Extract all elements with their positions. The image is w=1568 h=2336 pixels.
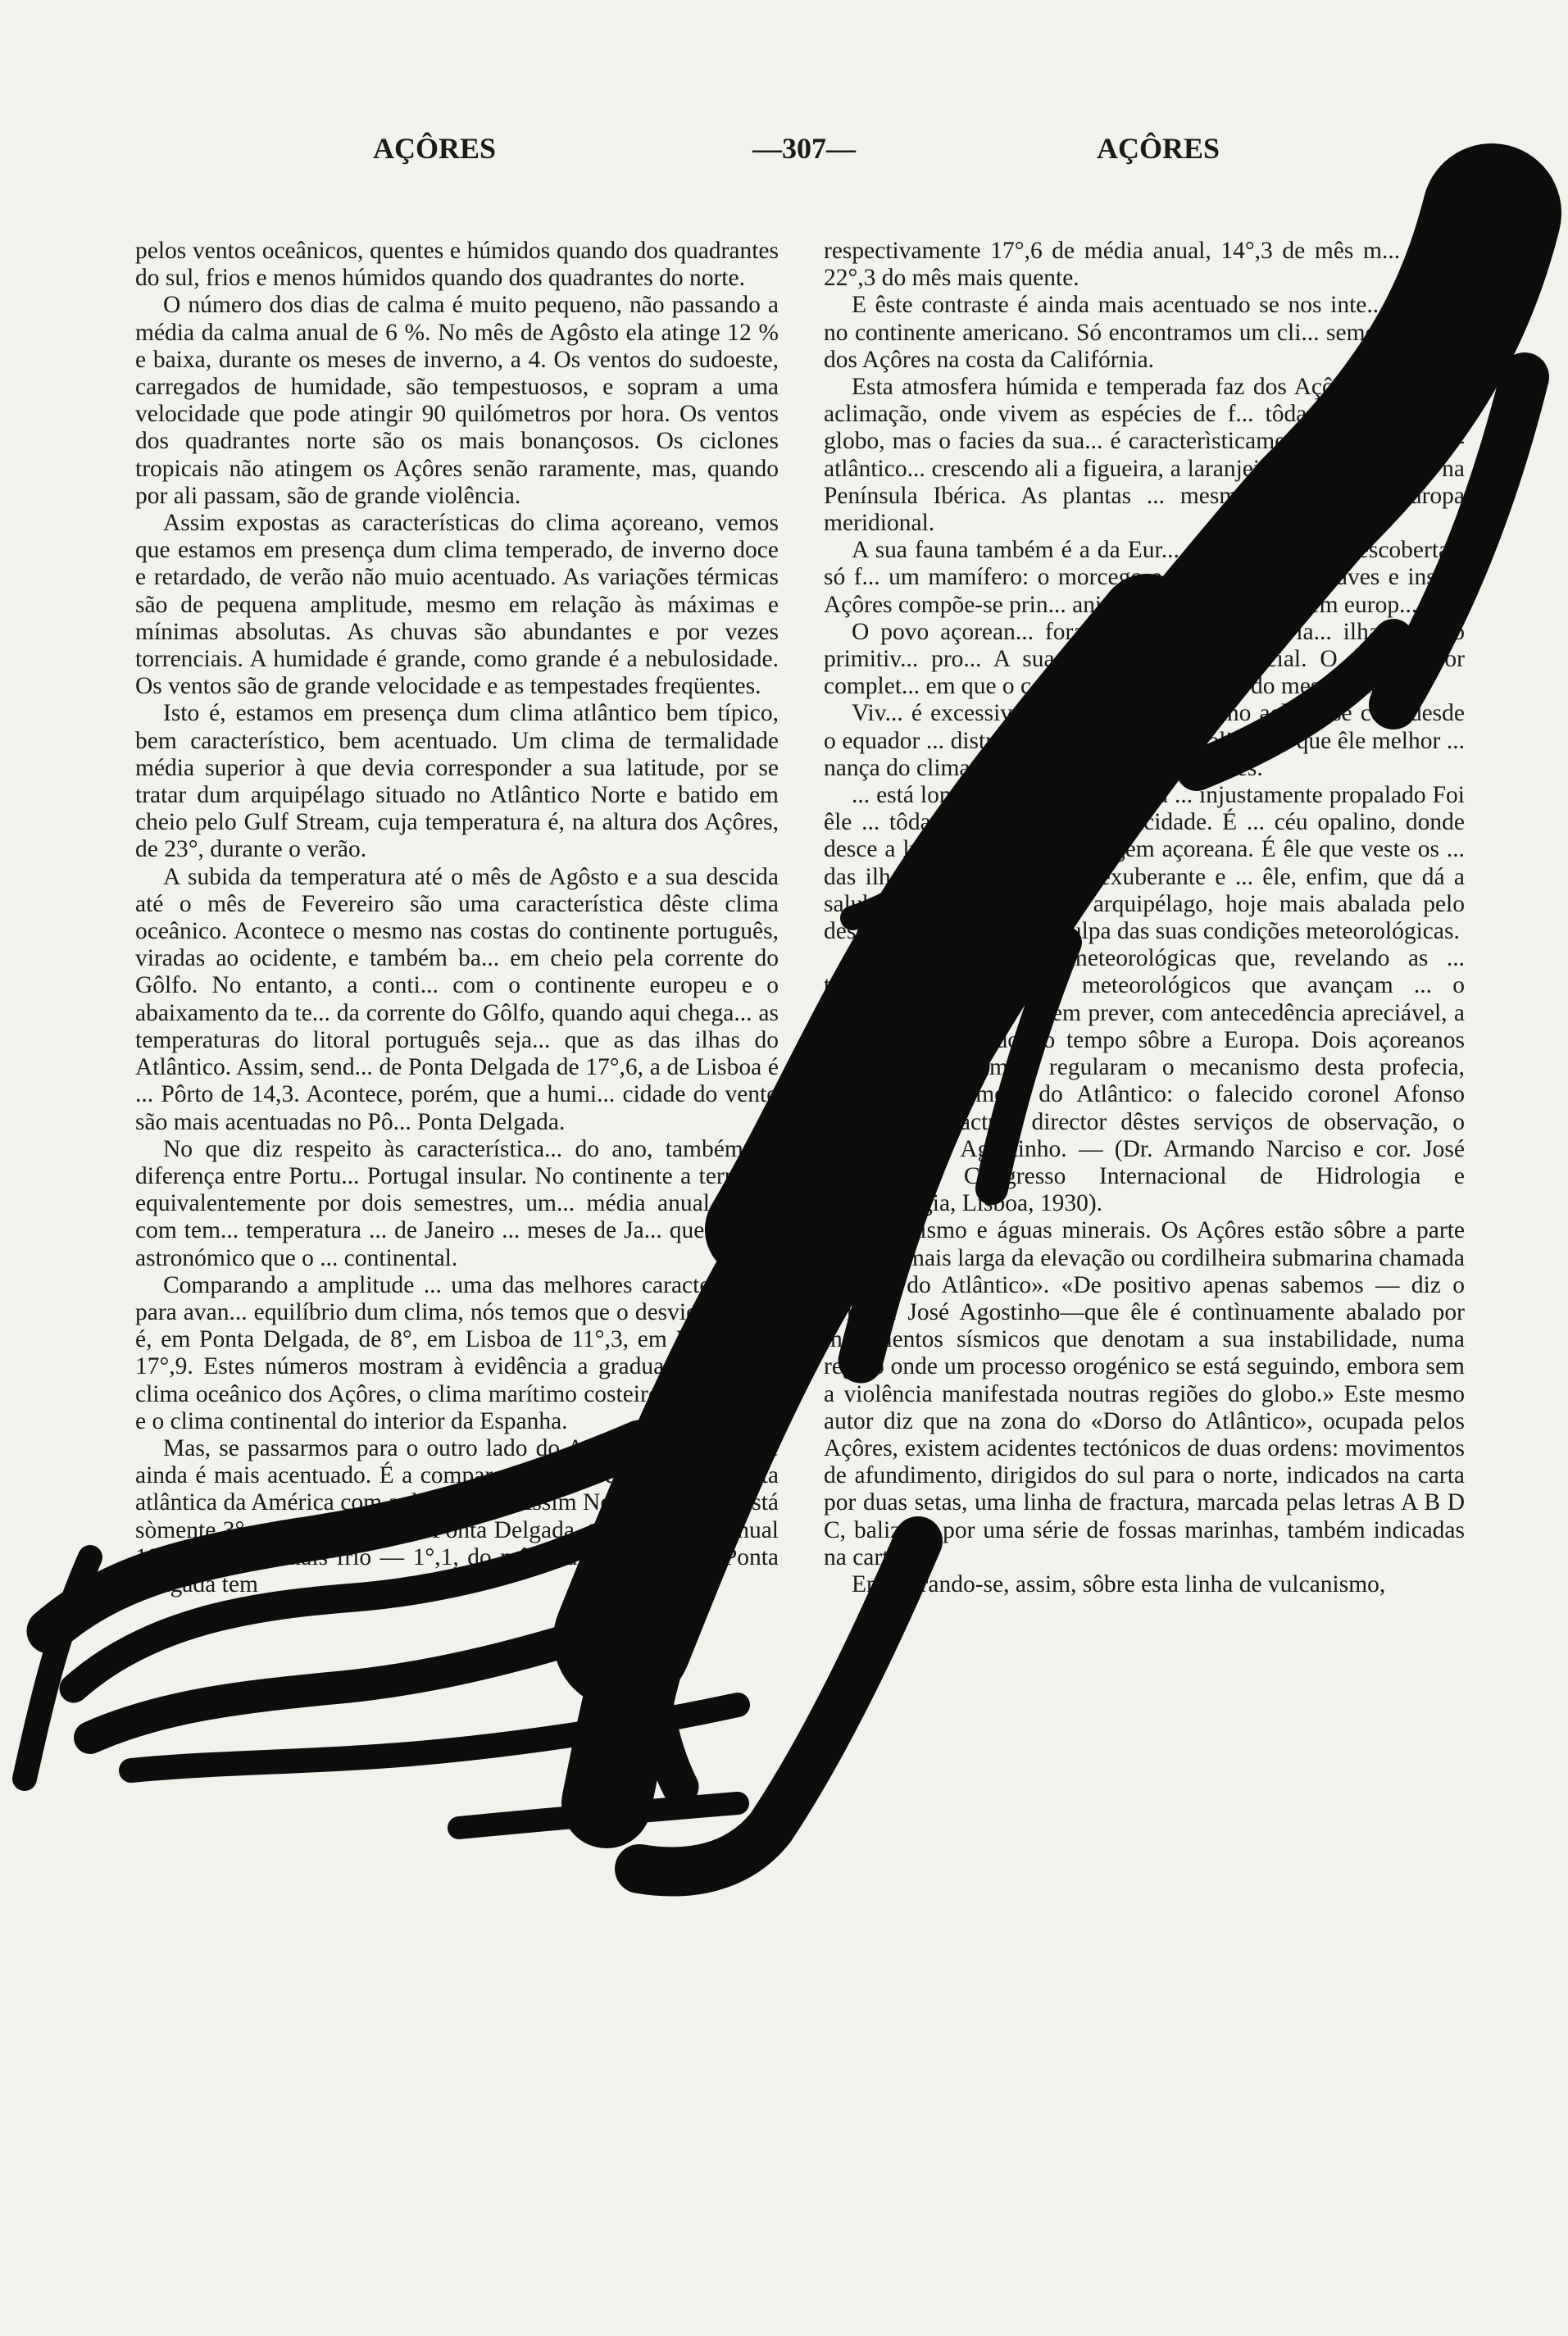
header-right: AÇÔRES — [1097, 132, 1220, 165]
page-number: —307— — [752, 132, 856, 165]
paragraph: O povo açorean... foram de... tugal e da Fla... ilha t... tipo primitiv... pro... A sua habita... estilo especial. O... quási por complet... em que o contraste das ... asse-se do mesmo modo — [824, 618, 1465, 700]
paragraph: O número dos dias de calma é muito pequeno, não passando a média da calma anual de 6 %. No mês de Agôsto ela atinge 12 % e baixa, durante os meses de inverno, a 4. Os ventos do sudoeste, carregados de humidade, são tempestuosos, e sopram a uma velocidade que pode atingir 90 quilómetros por hora. Os ventos dos quadrantes norte são os mais bonançosos. Os ciclones tropicais não atingem os Açôres senão raramente, mas, quando por ali passam, são de grande violência. — [135, 292, 779, 509]
paragraph: Comparando a amplitude ... uma das melhores características para avan... equilíbrio dum clima, nós temos que o desvio térmico é, em Ponta Delgada, de 8°, em Lisboa de 11°,3, em Madrid de 17°,9. Estes números mostram à evidência a graduação entre o clima oceânico dos Açôres, o clima marítimo costeiro de Portugal e o clima continental do interior da Espanha. — [135, 1271, 779, 1434]
paragraph: Encontrando-se, assim, sôbre esta linha de vulcanismo, — [852, 1570, 1386, 1597]
paragraph: Mas, se passarmos para o outro lado do Atlântico, o contraste ainda é mais acentuado. É a comparação banal do clima da costa atlântica da América com a da Europa. Assim Nova York, que está sòmente 3° mais ao norte que Ponta Delgada, tem de média anual 10°,6, do mês mais frio — 1°,1, do mês mais quente 23°. Ponta Delgada tem — [135, 1434, 779, 1597]
left-column — [135, 238, 779, 2221]
ink-stroke — [25, 1557, 90, 1779]
paragraph: Viv... é excessivamente quen... açoreano aclima-se co... desde o equador ... distribuído pelas duas ... Califórnia que êle melhor ... nança do clima desta costa ... nas dos Açôres. — [824, 700, 1465, 781]
paragraph: Vulcanismo e águas minerais. Os Açôres estão sôbre a parte média e mais larga da elevação ou cordilheira submarina chamada «Dorso do Atlântico». «De positivo apenas sabemos — diz o coronel José Agostinho—que êle é contìnuamente abalado por movimentos sísmicos que denotam a sua instabilidade, numa região onde um processo orogénico se está seguindo, embora sem a violência manifestada noutras regiões do globo.» Este mesmo autor diz que na zona do «Dorso do Atlântico», ocupada pelos Açôres, existem acidentes tectónicos de duas ordens: movimentos de afundimento, dirigidos do sul para o norte, indicados na carta por duas setas, uma linha de fractura, marcada pelas letras A B D C, balizada por uma série de fossas marinhas, também indicadas na carta. — [824, 1217, 1465, 1570]
paragraph: Isto é, estamos em presença dum clima atlântico bem típico, bem característico, bem acentuado. Um clima de termalidade média superior à que devia corresponder a sua latitude, por se tratar dum arquipélago situado no Atlântico Norte e batido em cheio pelo Gulf Stream, cuja temperatura é, na altura dos Açôres, de 23°, durante o verão. — [135, 700, 779, 863]
paragraph: respectivamente 17°,6 de média anual, 14°,3 de mês m... frio e 22°,3 do mês mais quente. — [824, 238, 1465, 292]
paragraph: A sua fauna também é a da Eur... África. Quando descobertas, só f... um mamífero: o morcego e... quási tôdas as aves e inse... Açôres compõe-se prin... animais domes... de origem europ... — [824, 537, 1465, 618]
paragraph: ... está longe de ser aquêle clima ... injustamente propalado Foi êle ... tôda a sua energia e tenacidade. É ... céu opalino, donde desce a luz suave e ... a paisagem açoreana. É êle que veste os ... das ilhas da sua vegetação exuberante e ... êle, enfim, que dá a salubridade tradicional ... arquipélago, hoje mais abalada pelo descuido dos ... que por culpa das suas condições meteorológicas. — [824, 782, 1465, 945]
paragraph: A subida da temperatura até o mês de Agôsto e a sua descida até o mês de Fevereiro são uma característica dêste clima oceânico. Acontece o mesmo nas costas do continente português, viradas ao ocidente, e também ba... em cheio pela corrente do Gôlfo. No entanto, a conti... com o continente europeu e o abaixamento da te... da corrente do Gôlfo, quando aqui chega... as temperaturas do litoral português seja... que as das ilhas do Atlântico. Assim, send... de Ponta Delgada de 17°,6, a de Lisboa é ... Pôrto de 14,3. Acontece, porém, que a humi... cidade do vento são mais acentuadas no Pô... Ponta Delgada. — [135, 863, 779, 1135]
right-column — [824, 238, 1465, 2221]
paragraph: Esta atmosfera húmida e temperada faz dos Açôr... parque de aclimação, onde vivem as espécies de f... tôdas as regiões do globo, mas o facies da sua... é caracterìsticamente mediterrânico-atlântico... crescendo ali a figueira, a laranjeira e a vin... vivem na Península Ibérica. As plantas ... mesmas de tôda a Europa meridional. — [824, 374, 1465, 537]
header-left: AÇÔRES — [373, 132, 497, 165]
paragraph: Assim expostas as características do clima açoreano, vemos que estamos em presença dum clima temperado, de inverno doce e retardado, de verão não muio acentuado. As variações térmicas são de pequena amplitude, mesmo em relação às máximas e mínimas absolutas. As chuvas são abundantes e por vezes torrenciais. A humidade é grande, como grande é a nebulosidade. Os ventos são de grande velocidade e as tempestades freqüentes. — [135, 510, 779, 700]
running-header — [0, 131, 1568, 172]
paragraph: No que diz respeito às característica... do ano, também há diferença entre Portu... Portugal insular. No continente a termal... equivalentemente por dois semestres, um... média anual, outro com tem... temperatura ... de Janeiro ... meses de Ja... que o inv... astronómico que o ... continental. — [135, 1135, 779, 1271]
paragraph: ... estas condições meteorológicas que, revelando as ... terísticas dos factores meteorológicos que avançam ... o continente europeu, fazem prever, com antecedência apreciável, a evolução do estado do tempo sôbre a Europa. Dois açoreanos ilustres estudaram e regularam o mecanismo desta profecia, anunciada do meio do Atlântico: o falecido coronel Afonso Chaves e o actual director dêstes serviços de observação, o coronel José Agostinho. — (Dr. Armando Narciso e cor. José Agostinho, Congresso Internacional de Hidrologia e Climatologia, Lisboa, 1930). — [824, 945, 1465, 1217]
paragraph: E êste contraste é ainda mais acentuado se nos inte... narmos no continente americano. Só encontramos um cli... semelhante ao dos Açôres na costa da Califórnia. — [824, 292, 1465, 373]
paragraph: pelos ventos oceânicos, quentes e húmidos quando dos quadrantes do sul, frios e menos húmidos quando dos quadrantes do norte. — [135, 238, 779, 292]
